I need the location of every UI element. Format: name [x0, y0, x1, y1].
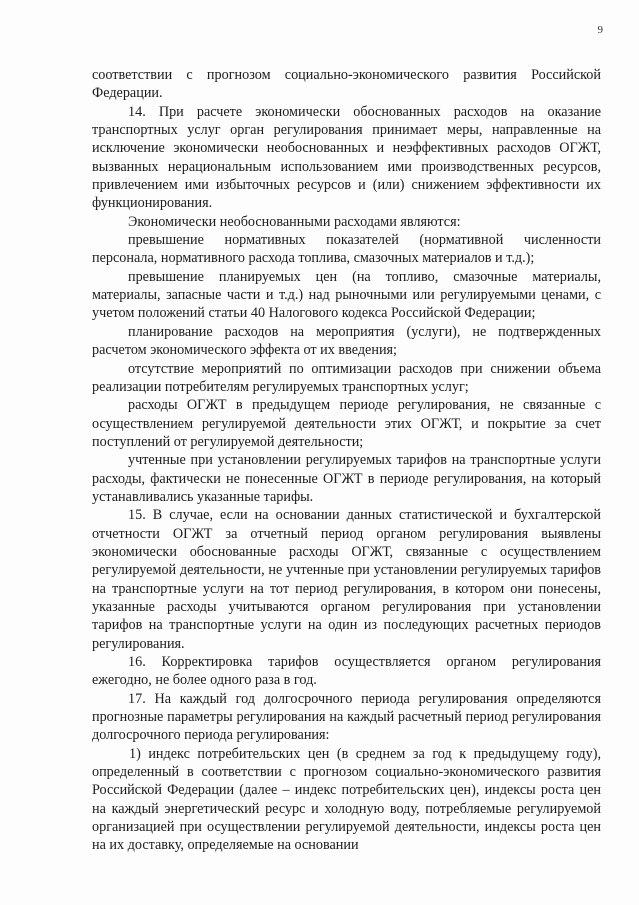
document-body — [92, 66, 601, 855]
paragraph-list-item: учтенные при установлении регулируемых тарифов на транспортные услуги расходы, фактически не понесенные ОГЖТ в периоде регулирования, на который устанавливались указанные тарифы. — [92, 452, 601, 505]
paragraph-continuation: соответствии с прогнозом социально-экономического развития Российской Федерации. — [92, 67, 601, 102]
paragraph-clause-17: 17. На каждый год долгосрочного периода регулирования определяются прогнозные параметры регулирования на каждый расчетный период регулирования долгосрочного периода регулирования: — [92, 690, 601, 744]
paragraph-unjustified-expenses-intro: Экономически необоснованными расходами являются: — [128, 213, 461, 230]
paragraph-clause-16: 16. Корректировка тарифов осуществляется органом регулирования ежегодно, не более одного раза в год. — [92, 654, 601, 689]
paragraph-clause-15: 15. В случае, если на основании данных статистической и бухгалтерской отчетности ОГЖТ за отчетный период органом регулирования выявлены экономически обоснованные расходы ОГЖТ, связанные с осуществлением регулируемой деятельности, не учтенные при установлении регулируемых тарифов на транспортные услуги на тот период регулирования, в котором они понесены, указанные расходы учитываются органом регулирования при установлении тарифов на транспортные услуги на один из последующих расчетных периодов регулирования. — [92, 507, 601, 652]
paragraph-list-item: отсутствие мероприятий по оптимизации расходов при снижении объема реализации потребителям регулируемых транспортных услуг; — [92, 360, 601, 395]
page-number: 9 — [597, 24, 603, 36]
paragraph-list-item: превышение нормативных показателей (нормативной численности персонала, нормативного расхода топлива, смазочных материалов и т.д.); — [92, 232, 601, 267]
paragraph-list-item: превышение планируемых цен (на топливо, смазочные материалы, материалы, запасные части и т.д.) над рыночными или регулируемыми ценами, с учетом положений статьи 40 Налогового кодекса Российской Федерации; — [92, 268, 601, 322]
paragraph-clause-14: 14. При расчете экономически обоснованных расходов на оказание транспортных услуг орган регулирования принимает меры, направленные на исключение экономически необоснованных и неэффективных расходов ОГЖТ, вызванных нерациональным использованием ими производственных ресурсов, привлечением ими избыточных ресурсов и (или) снижением эффективности их функционирования. — [92, 103, 601, 212]
paragraph-list-item: расходы ОГЖТ в предыдущем периоде регулирования, не связанные с осуществлением регулируемой деятельности этих ОГЖТ, и покрытие за счет поступлений от регулируемой деятельности; — [92, 397, 601, 450]
paragraph-subclause-1: 1) индекс потребительских цен (в среднем за год к предыдущему году), определенный в соответствии с прогнозом социально-экономического развития Российской Федерации (далее – индекс потребительских цен), индексы роста цен на каждый энергетический ресурс и холодную воду, потребляемые регулируемой организацией при осуществлении регулируемой деятельности, индексы роста цен на их доставку, определяемые на основании — [92, 745, 601, 854]
paragraph-list-item: планирование расходов на мероприятия (услуги), не подтвержденных расчетом экономического эффекта от их введения; — [92, 323, 601, 359]
